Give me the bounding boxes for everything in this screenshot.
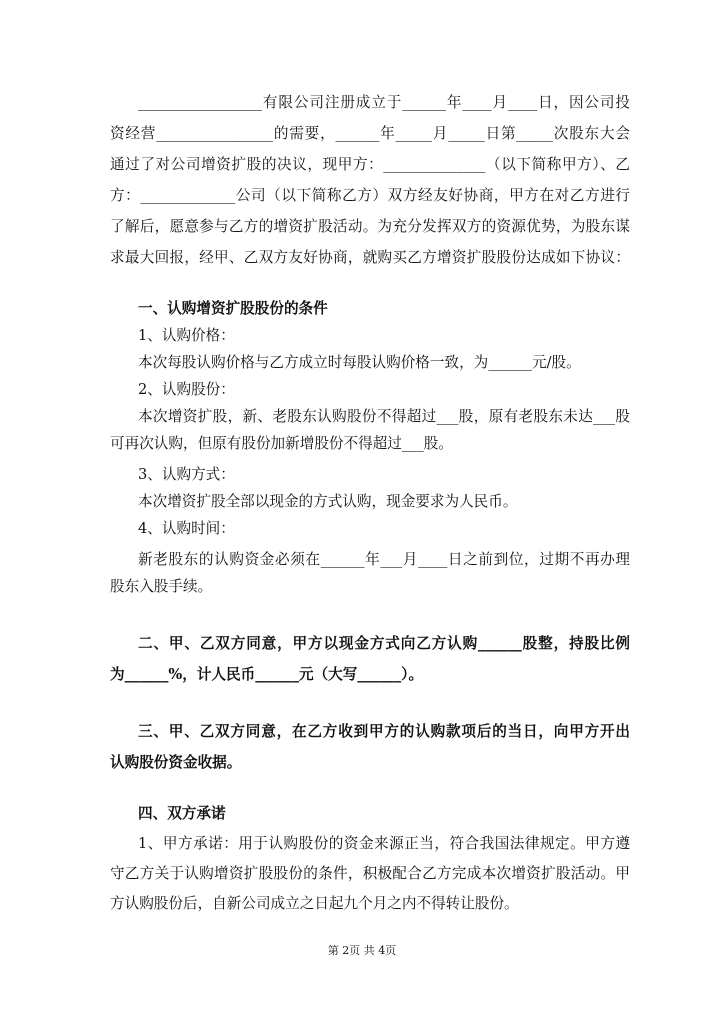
intro-line-5: 了解后，愿意参与乙方的增资扩股活动。为充分发挥双方的资源优势，为股东谋 — [110, 218, 630, 235]
section-2-line-1: 二、甲、乙双方同意，甲方以现金方式向乙方认购______股整，持股比例 — [138, 635, 630, 652]
item-1-text: 本次每股认购价格与乙方成立时每股认购价格一致，为______元/股。 — [138, 354, 581, 371]
section-2-line-2: 为______%，计人民币______元（大写______）。 — [110, 666, 424, 683]
intro-line-6: 求最大回报，经甲、乙双方友好协商，就购买乙方增资扩股股份达成如下协议： — [110, 249, 630, 266]
item-2-title: 2、认购股份： — [138, 381, 235, 398]
item-3-title: 3、认购方式： — [138, 466, 235, 483]
item-2-text-line-2: 可再次认购，但原有股份加新增股份不得超过___股。 — [110, 435, 453, 452]
section-4-text-line-3: 方认购股份后，自新公司成立之日起九个月之内不得转让股份。 — [110, 895, 519, 912]
section-3-line-2: 认购股份资金收据。 — [110, 754, 242, 771]
intro-line-2: 资经营________________的需要，______年_____月_____日第_____次股东大会 — [110, 125, 630, 142]
item-3-text: 本次增资扩股全部以现金的方式认购，现金要求为人民币。 — [138, 493, 518, 510]
section-4-text-line-2: 守乙方关于认购增资扩股股份的条件，积极配合乙方完成本次增资扩股活动。甲 — [110, 865, 630, 882]
intro-line-3: 通过了对公司增资扩股的决议，现甲方：______________（以下简称甲方）、乙 — [110, 156, 630, 173]
item-2-text-line-1: 本次增资扩股，新、老股东认购股份不得超过___股，原有老股东未达___股 — [138, 408, 630, 425]
item-1-title: 1、认购价格： — [138, 327, 235, 344]
item-4-text-line-1: 新老股东的认购资金必须在______年___月____日之前到位，过期不再办理 — [138, 551, 630, 568]
section-1-heading: 一、认购增资扩股股份的条件 — [138, 300, 328, 317]
section-4-heading: 四、双方承诺 — [138, 805, 226, 822]
item-4-title: 4、认购时间： — [138, 520, 235, 537]
page-footer: 第 2页 共 4页 — [327, 944, 397, 957]
item-4-text-line-2: 股东入股手续。 — [110, 578, 213, 595]
section-4-text-line-1: 1、甲方承诺：用于认购股份的资金来源正当，符合我国法律规定。甲方遵 — [138, 835, 630, 852]
intro-line-4: 方：_____________公司（以下简称乙方）双方经友好协商，甲方在对乙方进行 — [110, 187, 630, 204]
intro-line-1: _________________有限公司注册成立于______年____月____日，因公司投 — [138, 94, 630, 111]
section-3-line-1: 三、甲、乙双方同意，在乙方收到甲方的认购款项后的当日，向甲方开出 — [138, 723, 630, 740]
